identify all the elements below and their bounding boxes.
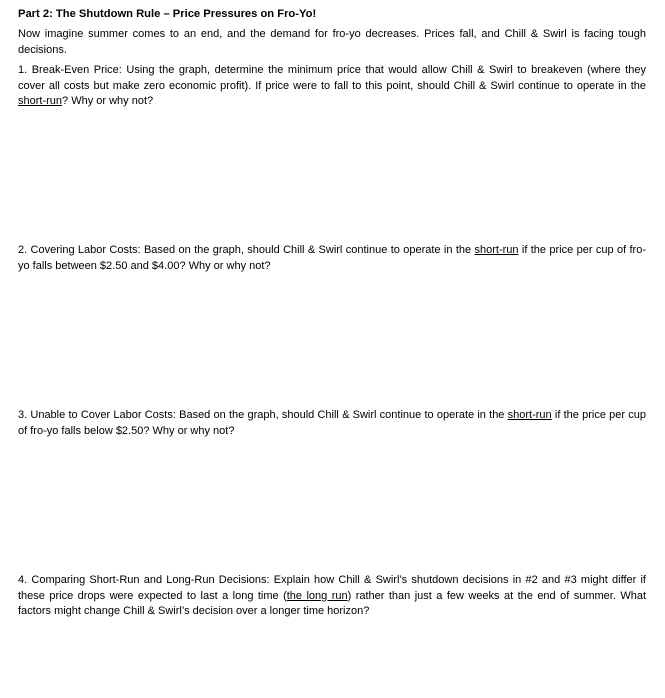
question-3-term: short-run <box>507 409 552 421</box>
question-2 <box>18 243 646 274</box>
question-1-text-end: ? Why or why not? <box>62 95 154 107</box>
section-heading: Part 2: The Shutdown Rule – Price Pressures on Fro-Yo! <box>18 8 317 20</box>
question-2-text-end: if the price per cup of fro-yo falls between $2.50 and $4.00? Why or why not? <box>18 244 646 272</box>
question-4 <box>18 573 646 620</box>
question-2-term: short-run <box>474 244 519 256</box>
question-1-term: short-run <box>18 95 63 107</box>
question-2-text: 2. Covering Labor Costs: Based on the graph, should Chill & Swirl continue to operate in the <box>18 244 475 256</box>
question-3-text: 3. Unable to Cover Labor Costs: Based on the graph, should Chill & Swirl continue to operate in the <box>18 409 508 421</box>
question-4-text-end: ) rather than just a few weeks at the end of summer. What factors might change Chill & Swirl’s decision over a longer time horizon? <box>18 589 646 617</box>
question-3 <box>18 408 646 439</box>
question-4-term: the long run <box>286 589 348 602</box>
question-1-text: 1. Break-Even Price: Using the graph, determine the minimum price that would allow Chill & Swirl to breakeven (where they cover all costs but make zero economic profit). If price were to fall to this point, should Chill & Swirl continue to operate in the <box>18 64 646 92</box>
question-3-text-end: if the price per cup of fro-yo falls below $2.50? Why or why not? <box>18 409 646 437</box>
question-1 <box>18 63 646 110</box>
question-4-text: 4. Comparing Short-Run and Long-Run Decisions: Explain how Chill & Swirl’s shutdown decisions in #2 and #3 might differ if these price drops were expected to last a long time ( <box>18 574 646 602</box>
intro-paragraph: Now imagine summer comes to an end, and the demand for fro-yo decreases. Prices fall, and Chill & Swirl is facing tough decisions. <box>18 28 646 56</box>
